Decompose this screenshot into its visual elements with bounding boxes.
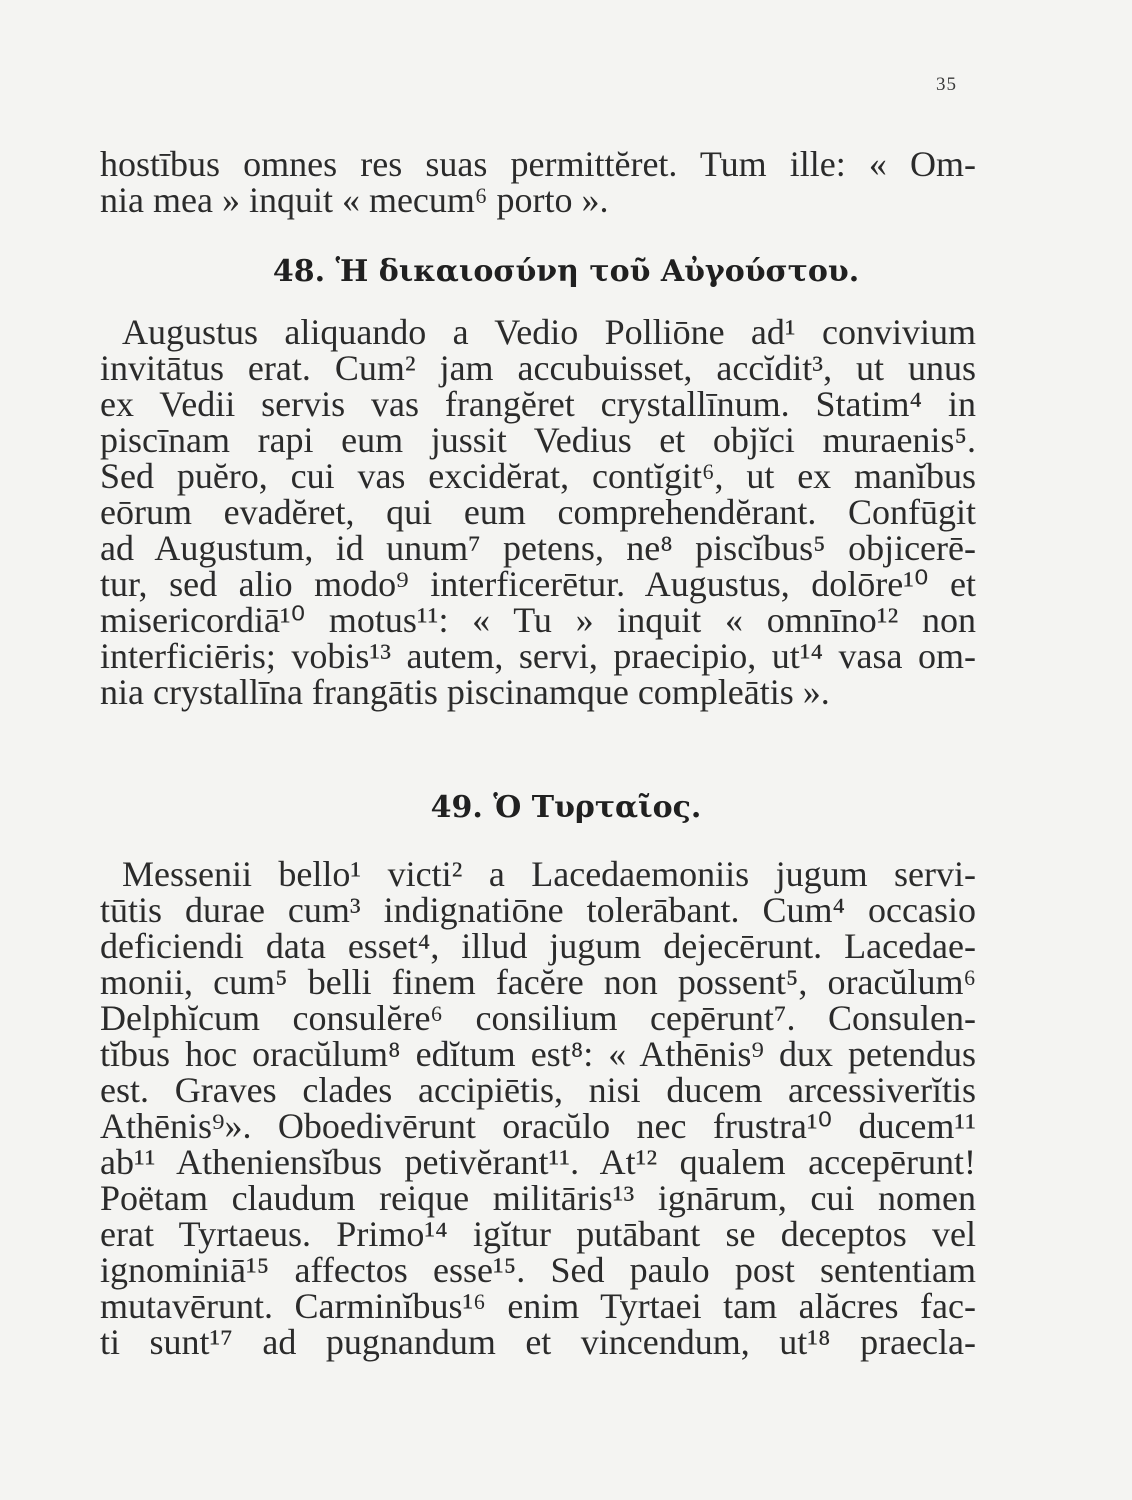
text-line: nia crystallīna frangātis piscinamque compleātis ». (100, 672, 830, 712)
text-line: ab¹¹ Atheniensĭbus petivĕrant¹¹. At¹² qualem accepērunt! (100, 1142, 976, 1182)
text-line: tĭbus hoc oracŭlum⁸ edĭtum est⁸: « Athēnis⁹ dux petendus (100, 1034, 976, 1074)
text-line: erat Tyrtaeus. Primo¹⁴ igĭtur putābant se deceptos vel (100, 1214, 976, 1254)
text-line: mutavērunt. Carminĭbus¹⁶ enim Tyrtaei tam alăcres fac- (100, 1286, 976, 1326)
text-line: ad Augustum, id unum⁷ petens, ne⁸ piscĭbus⁵ objicerē- (100, 528, 976, 568)
text-line: misericordiā¹⁰ motus¹¹: « Tu » inquit « omnīno¹² non (100, 600, 976, 640)
text-line: monii, cum⁵ belli finem facĕre non possent⁵, oracŭlum⁶ (100, 962, 976, 1002)
text-line: Messenii bello¹ victi² a Lacedaemoniis jugum servi- (122, 854, 976, 894)
section-49-heading: 49. Ὁ Τυρταῖος. (430, 790, 702, 825)
text-line: ex Vedii servis vas frangĕret crystallīnum. Statim⁴ in (100, 384, 976, 424)
text-line: est. Graves clades accipiētis, nisi ducem arcessiverĭtis (100, 1070, 976, 1110)
text-line: nia mea » inquit « mecum⁶ porto ». (100, 180, 609, 220)
text-line: tur, sed alio modo⁹ interficerētur. Augustus, dolōre¹⁰ et (100, 564, 976, 604)
section-48-heading: 48. Ἡ δικαιοσύνη τοῦ Αὐγούστου. (272, 254, 860, 289)
text-line: piscīnam rapi eum jussit Vedius et objĭci muraenis⁵. (100, 420, 976, 460)
text-line: Athēnis⁹». Oboedivērunt oracŭlo nec frustra¹⁰ ducem¹¹ (100, 1106, 976, 1146)
text-line: Poëtam claudum reique militāris¹³ ignārum, cui nomen (100, 1178, 976, 1218)
text-line: Sed puĕro, cui vas excidĕrat, contĭgit⁶, ut ex manĭbus (100, 456, 976, 496)
page-number: 35 (936, 74, 957, 95)
text-line: ti sunt¹⁷ ad pugnandum et vincendum, ut¹⁸ praecla- (100, 1322, 976, 1362)
text-line: ignominiā¹⁵ affectos esse¹⁵. Sed paulo post sententiam (100, 1250, 976, 1290)
intro-paragraph (100, 146, 976, 218)
section-48-paragraph (100, 314, 976, 710)
text-line: invitātus erat. Cum² jam accubuisset, accĭdit³, ut unus (100, 348, 976, 388)
text-line: eōrum evadĕret, qui eum comprehendĕrant. Confūgit (100, 492, 976, 532)
text-line: tūtis durae cum³ indignatiōne tolerābant. Cum⁴ occasio (100, 890, 976, 930)
section-49-paragraph (100, 856, 976, 1360)
text-line: interficiēris; vobis¹³ autem, servi, praecipio, ut¹⁴ vasa om- (100, 636, 976, 676)
text-line: Augustus aliquando a Vedio Polliōne ad¹ convivium (122, 312, 976, 352)
text-line: hostībus omnes res suas permittĕret. Tum ille: « Om- (100, 144, 976, 184)
text-line: deficiendi data esset⁴, illud jugum dejecērunt. Lacedae- (100, 926, 976, 966)
text-line: Delphĭcum consulĕre⁶ consilium cepērunt⁷. Consulen- (100, 998, 976, 1038)
